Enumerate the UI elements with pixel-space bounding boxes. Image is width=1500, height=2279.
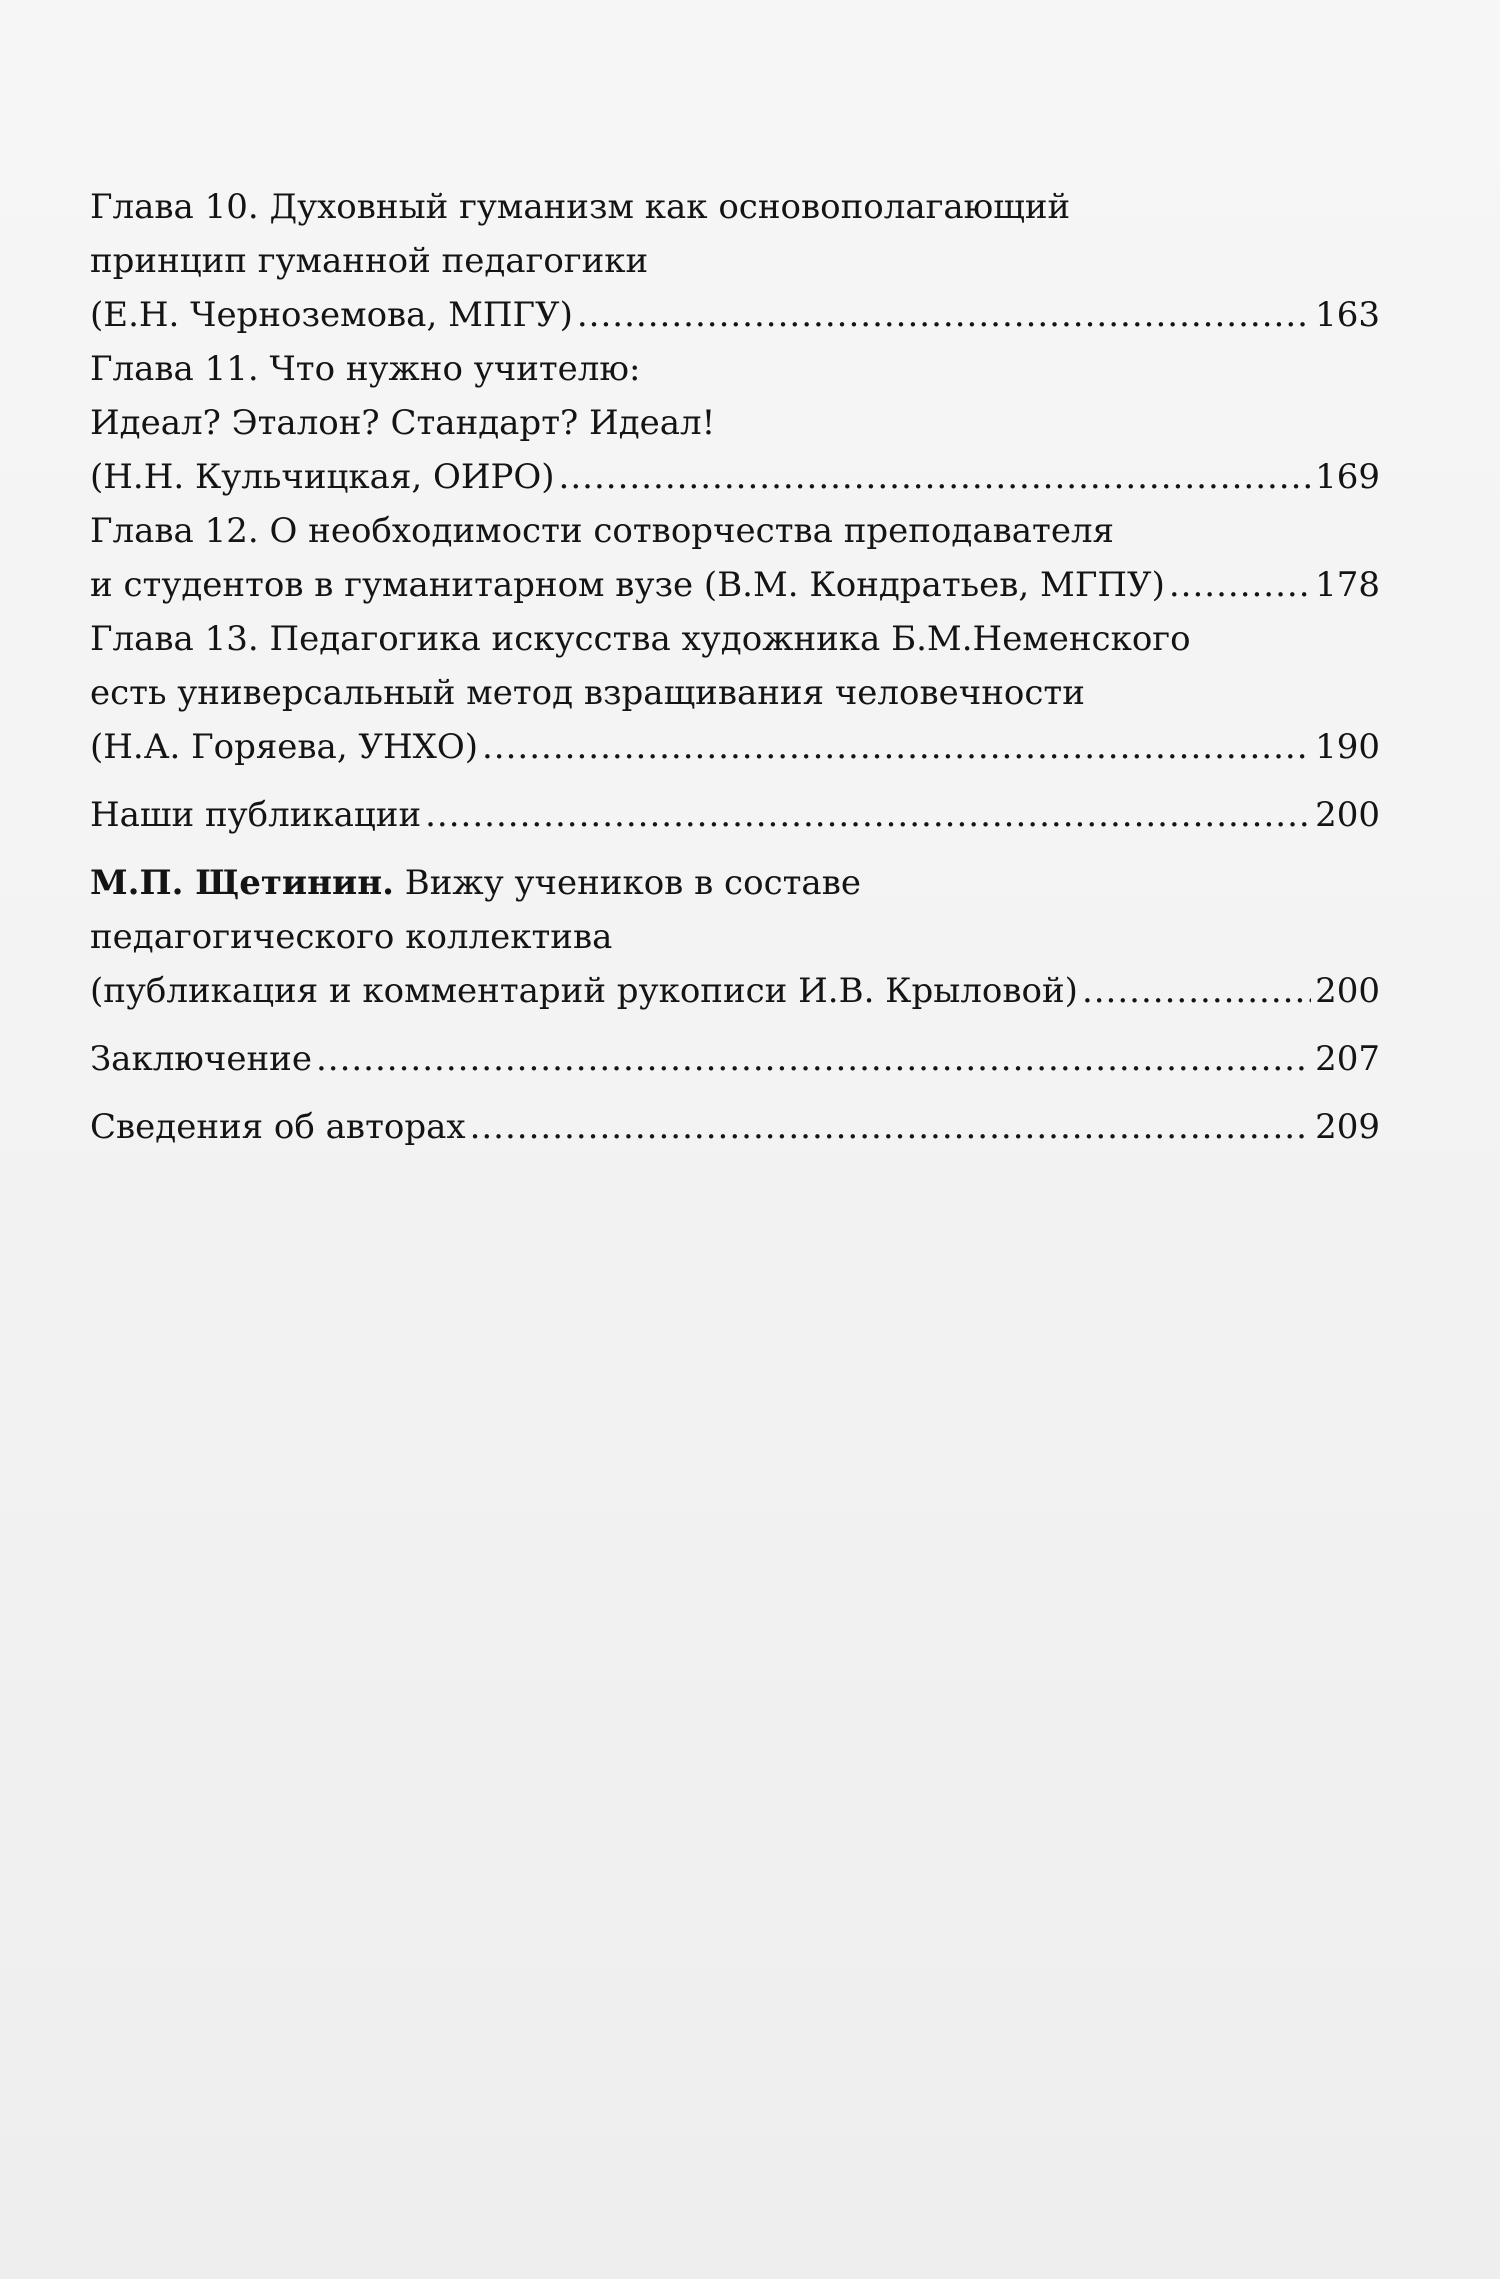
leader-dots	[425, 788, 1311, 842]
entry-line: Заключение	[90, 1039, 312, 1079]
entry-line: принцип гуманной педагогики	[90, 241, 649, 281]
entry-line: и студентов в гуманитарном вузе (В.М. Кондратьев, МГПУ)	[90, 565, 1165, 605]
entry-line: (публикация и комментарий рукописи И.В. Крыловой)	[90, 971, 1078, 1011]
page-number: 200	[1315, 971, 1380, 1011]
leader-dots	[1169, 558, 1311, 612]
entry-line: Вижу учеников в составе	[393, 863, 861, 903]
entry-line: Глава 10. Духовный гуманизм как основополагающий	[90, 187, 1071, 227]
toc-entry-chapter-11	[90, 342, 1380, 504]
page-number: 169	[1315, 457, 1380, 497]
toc-entry-authors	[90, 1100, 1380, 1154]
toc-entry-chapter-13	[90, 612, 1380, 774]
page-number: 209	[1315, 1107, 1380, 1147]
entry-line: (Е.Н. Черноземова, МПГУ)	[90, 295, 573, 335]
page-number: 178	[1315, 565, 1380, 605]
leader-dots	[470, 1100, 1312, 1154]
table-of-contents	[90, 180, 1380, 1154]
page-number: 163	[1315, 295, 1380, 335]
entry-line: Наши публикации	[90, 795, 422, 835]
entry-line: (Н.Н. Кульчицкая, ОИРО)	[90, 457, 555, 497]
leader-dots	[1082, 964, 1311, 1018]
page-number: 200	[1315, 795, 1380, 835]
leader-dots	[316, 1032, 1311, 1086]
entry-line: Сведения об авторах	[90, 1107, 466, 1147]
entry-line: Глава 12. О необходимости сотворчества преподавателя	[90, 511, 1115, 551]
toc-entry-shchetinin	[90, 856, 1380, 1018]
entry-line: Глава 11. Что нужно учителю:	[90, 349, 641, 389]
page-number: 190	[1315, 727, 1380, 767]
toc-entry-publications	[90, 788, 1380, 842]
entry-line: педагогического коллектива	[90, 917, 613, 957]
entry-author: М.П. Щетинин.	[90, 863, 394, 903]
entry-line: есть универсальный метод взращивания человечности	[90, 673, 1085, 713]
toc-entry-chapter-12	[90, 504, 1380, 612]
entry-line: Идеал? Эталон? Стандарт? Идеал!	[90, 403, 716, 443]
entry-line: (Н.А. Горяева, УНХО)	[90, 727, 478, 767]
entry-line: Глава 13. Педагогика искусства художника Б.М.Неменского	[90, 619, 1191, 659]
toc-entry-chapter-10	[90, 180, 1380, 342]
page-number: 207	[1315, 1039, 1380, 1079]
leader-dots	[559, 450, 1312, 504]
toc-entry-conclusion	[90, 1032, 1380, 1086]
leader-dots	[577, 288, 1311, 342]
leader-dots	[482, 720, 1311, 774]
